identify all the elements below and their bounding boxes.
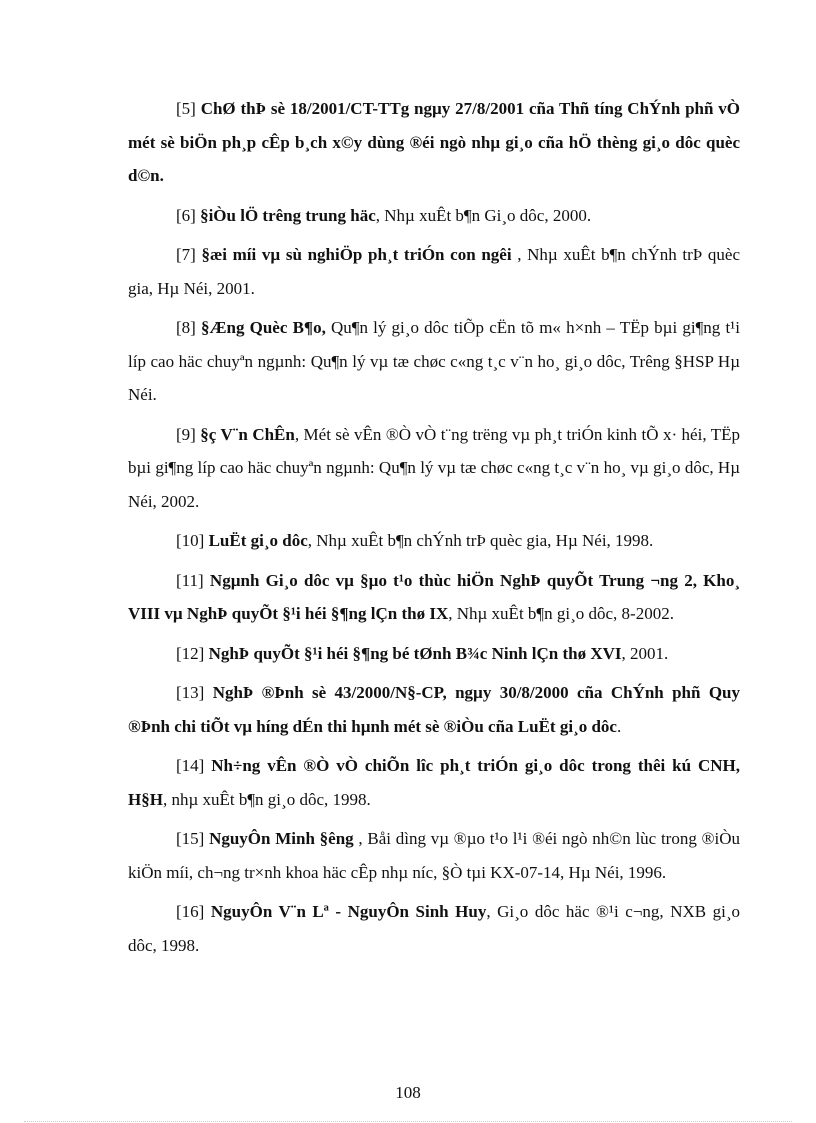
reference-number: [16] bbox=[176, 902, 205, 921]
reference-title: NghÞ ®Þnh sè 43/2000/N§-CP, ngµy 30/8/2000 cña ChÝnh phñ Quy ®Þnh chi tiÕt vµ híng dÉn thi hµnh mét sè ®iÒu cña LuËt gi¸o dôc bbox=[128, 683, 740, 736]
reference-title: NguyÔn V¨n Lª - NguyÔn Sinh Huy bbox=[210, 902, 487, 921]
reference-title: §iÒu lÖ trêng trung häc bbox=[200, 205, 376, 225]
reference-title: Nh÷ng vÊn ®Ò vÒ chiÕn lîc ph¸t triÓn gi¸o dôc trong thêi kú CNH, H§H bbox=[128, 756, 741, 809]
reference-item bbox=[128, 749, 740, 816]
reference-title: §Æng Quèc B¶o, bbox=[201, 318, 326, 337]
reference-details: Qu¶n lý gi¸o dôc tiÕp cËn tõ m« h×nh – TËp bµi gi¶ng t¹i líp cao häc chuyªn ngµnh: Qu¶n lý vµ tæ chøc c«ng t¸c v¨n ho¸ gi¸o dôc, Trêng §HSP Hµ Néi. bbox=[128, 318, 740, 404]
reference-number: [12] bbox=[176, 643, 205, 663]
reference-number: [6] bbox=[176, 205, 196, 225]
reference-number: [9] bbox=[176, 424, 196, 444]
reference-title: Ngµnh Gi¸o dôc vµ §µo t¹o thùc hiÖn NghÞ quyÕt Trung ¬ng 2, Kho¸ VIII vµ NghÞ quyÕt §¹i héi §¶ng lÇn thø IX bbox=[128, 570, 740, 623]
reference-number: [8] bbox=[176, 318, 196, 337]
reference-number: [7] bbox=[176, 245, 196, 264]
reference-title: ChØ thÞ sè 18/2001/CT-TTg ngµy 27/8/2001 cña Thñ tíng ChÝnh phñ vÒ mét sè biÖn ph¸p cÊp b¸ch x©y dùng ®éi ngò nhµ gi¸o cña hÖ thèng gi¸o dôc quèc d©n. bbox=[128, 99, 741, 185]
reference-number: [14] bbox=[176, 756, 205, 775]
reference-item bbox=[128, 822, 740, 889]
reference-item bbox=[128, 418, 740, 519]
reference-number: [10] bbox=[176, 531, 205, 550]
reference-details: , nhµ xuÊt b¶n gi¸o dôc, 1998. bbox=[162, 789, 371, 809]
reference-item bbox=[128, 524, 740, 558]
reference-title: §æi míi vµ sù nghiÖp ph¸t triÓn con ngêi bbox=[201, 245, 512, 264]
reference-details: , Båi dìng vµ ®µo t¹o l¹i ®éi ngò nh©n lùc trong ®iÒu kiÖn míi, ch¬ng tr×nh khoa häc cÊp nhµ níc, §Ò tµi KX-07-14, Hµ Néi, 1996. bbox=[128, 829, 741, 882]
reference-title: §ç V¨n ChÊn bbox=[200, 424, 295, 444]
reference-item bbox=[128, 238, 740, 305]
reference-item bbox=[128, 895, 740, 962]
reference-details: , 2001. bbox=[621, 643, 669, 663]
reference-list bbox=[128, 92, 740, 968]
reference-title: NguyÔn Minh §êng bbox=[209, 829, 354, 848]
reference-title: LuËt gi¸o dôc bbox=[208, 531, 308, 550]
reference-details: , Mét sè vÊn ®Ò vÒ t¨ng trëng vµ ph¸t triÓn kinh tÕ x· héi, TËp bµi gi¶ng líp cao häc chuyªn ngµnh: Qu¶n lý vµ tæ chøc c«ng t¸c v¨n ho¸ vµ gi¸o dôc, Hµ Néi, 2002. bbox=[128, 424, 740, 511]
reference-details: , Nhµ xuÊt b¶n chÝnh trÞ quèc gia, Hµ Néi, 2001. bbox=[128, 245, 740, 298]
reference-number: [11] bbox=[176, 570, 204, 590]
reference-number: [15] bbox=[176, 829, 205, 848]
reference-number: [5] bbox=[176, 99, 196, 118]
reference-details: , Nhµ xuÊt b¶n Gi¸o dôc, 2000. bbox=[375, 205, 592, 225]
reference-item bbox=[128, 637, 740, 671]
page-number: 108 bbox=[395, 1083, 421, 1102]
reference-item bbox=[128, 676, 740, 743]
reference-details: , Nhµ xuÊt b¶n chÝnh trÞ quèc gia, Hµ Néi, 1998. bbox=[307, 531, 654, 550]
reference-details: , Gi¸o dôc häc ®¹i c¬ng, NXB gi¸o dôc, 1998. bbox=[128, 902, 741, 955]
reference-details: , Nhµ xuÊt b¶n gi¸o dôc, 8-2002. bbox=[448, 604, 674, 623]
reference-item bbox=[128, 311, 740, 412]
reference-item bbox=[128, 92, 740, 193]
footer-divider bbox=[24, 1121, 792, 1122]
reference-title: NghÞ quyÕt §¹i héi §¶ng bé tØnh B¾c Ninh lÇn thø XVI bbox=[208, 643, 622, 663]
reference-details: . bbox=[616, 716, 622, 736]
reference-item bbox=[128, 564, 740, 631]
reference-item bbox=[128, 199, 740, 233]
reference-number: [13] bbox=[176, 683, 205, 702]
